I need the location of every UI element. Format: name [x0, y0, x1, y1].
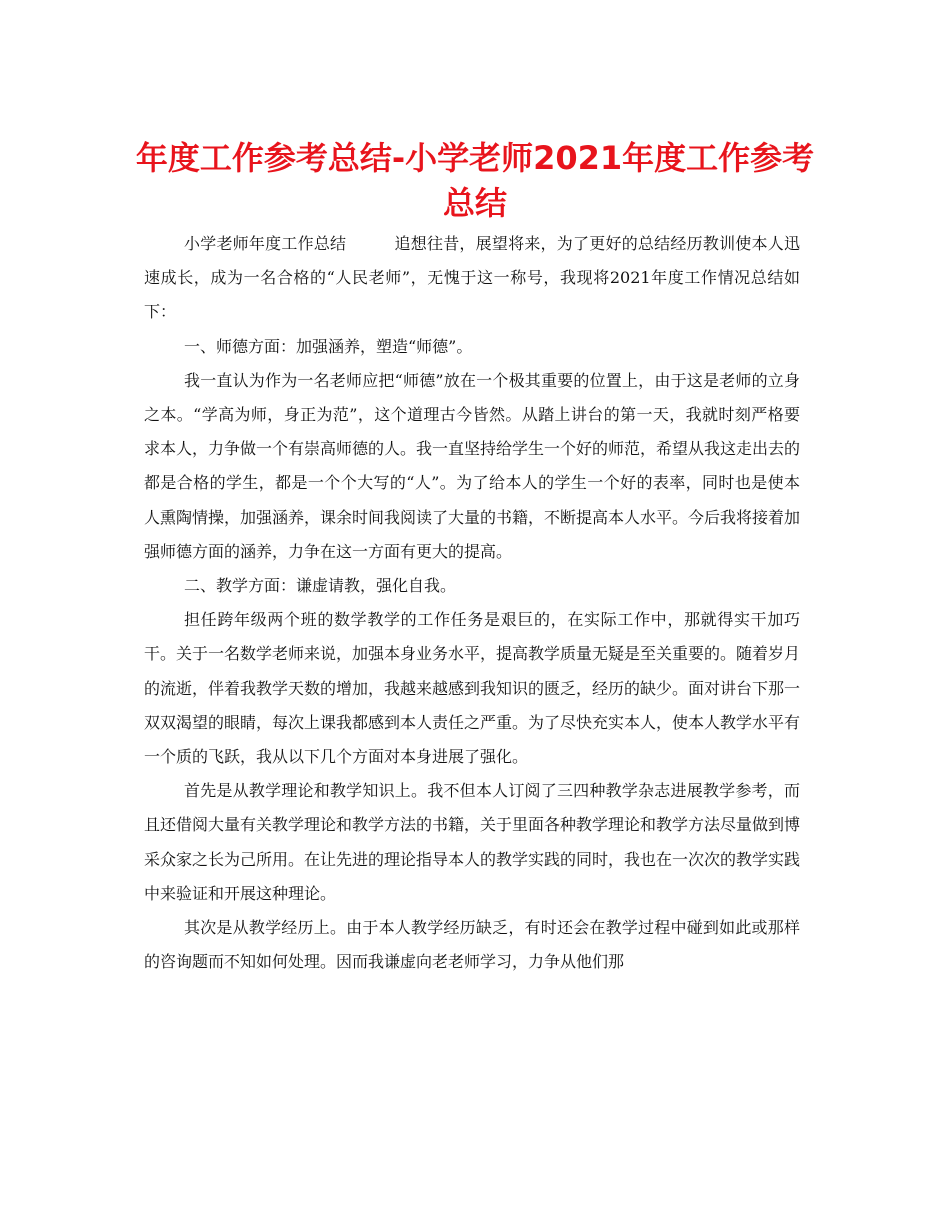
- paragraph-experience: 其次是从教学经历上。由于本人教学经历缺乏，有时还会在教学过程中碰到如此或那样的咨询题而不知如何处理。因而我谦虚向老老师学习，力争从他们那: [144, 918, 800, 972]
- paragraph-teaching: 担任跨年级两个班的数学教学的工作任务是艰巨的，在实际工作中，那就得实干加巧干。关于一名数学老师来说，加强本身业务水平，提高教学质量无疑是至关重要的。随着岁月的流逝，伴着我教学天数的增加，我越来越感到我知识的匮乏，经历的缺少。面对讲台下那一双双渴望的眼睛，每次上课我都感到本人责任之严重。为了尽快充实本人，使本人教学水平有一个质的飞跃，我从以下几个方面对本身进展了强化。: [144, 610, 801, 767]
- intro-paragraph: [144, 227, 800, 330]
- document-body: [144, 227, 800, 979]
- paragraph-ethics: 我一直认为作为一名老师应把“师德”放在一个极其重要的位置上，由于这是老师的立身之本。“学高为师，身正为范”，这个道理古今皆然。从踏上讲台的第一天，我就时刻严格要求本人，力争做一个有崇高师德的人。我一直坚持给学生一个好的师范，希望从我这走出去的都是合格的学生，都是一个个大写的“人”。为了给本人的学生一个好的表率，同时也是使本人熏陶情操，加强涵养，课余时间我阅读了大量的书籍，不断提高本人水平。今后我将接着加强师德方面的涵养，力争在这一方面有更大的提高。: [144, 370, 801, 561]
- intro-text: 追想往昔，展望将来，为了更好的总结经历教训使本人迅速成长，成为一名合格的“人民老师”，无愧于这一称号，我现将2021年度工作情况总结如下：: [144, 234, 800, 322]
- section-heading-ethics: 一、师德方面：加强涵养，塑造“师德”。: [184, 336, 473, 356]
- section-heading-teaching: 二、教学方面：谦虚请教，强化自我。: [184, 576, 457, 596]
- document-title: 年度工作参考总结-小学老师2021年度工作参考总结: [135, 139, 815, 222]
- paragraph-theory: 首先是从教学理论和教学知识上。我不但本人订阅了三四种教学杂志进展教学参考，而且还借阅大量有关教学理论和教学方法的书籍，关于里面各种教学理论和教学方法尽量做到博采众家之长为己所用。在让先进的理论指导本人的教学实践的同时，我也在一次次的教学实践中来验证和开展这种理论。: [144, 781, 801, 903]
- intro-label: 小学老师年度工作总结: [184, 234, 347, 253]
